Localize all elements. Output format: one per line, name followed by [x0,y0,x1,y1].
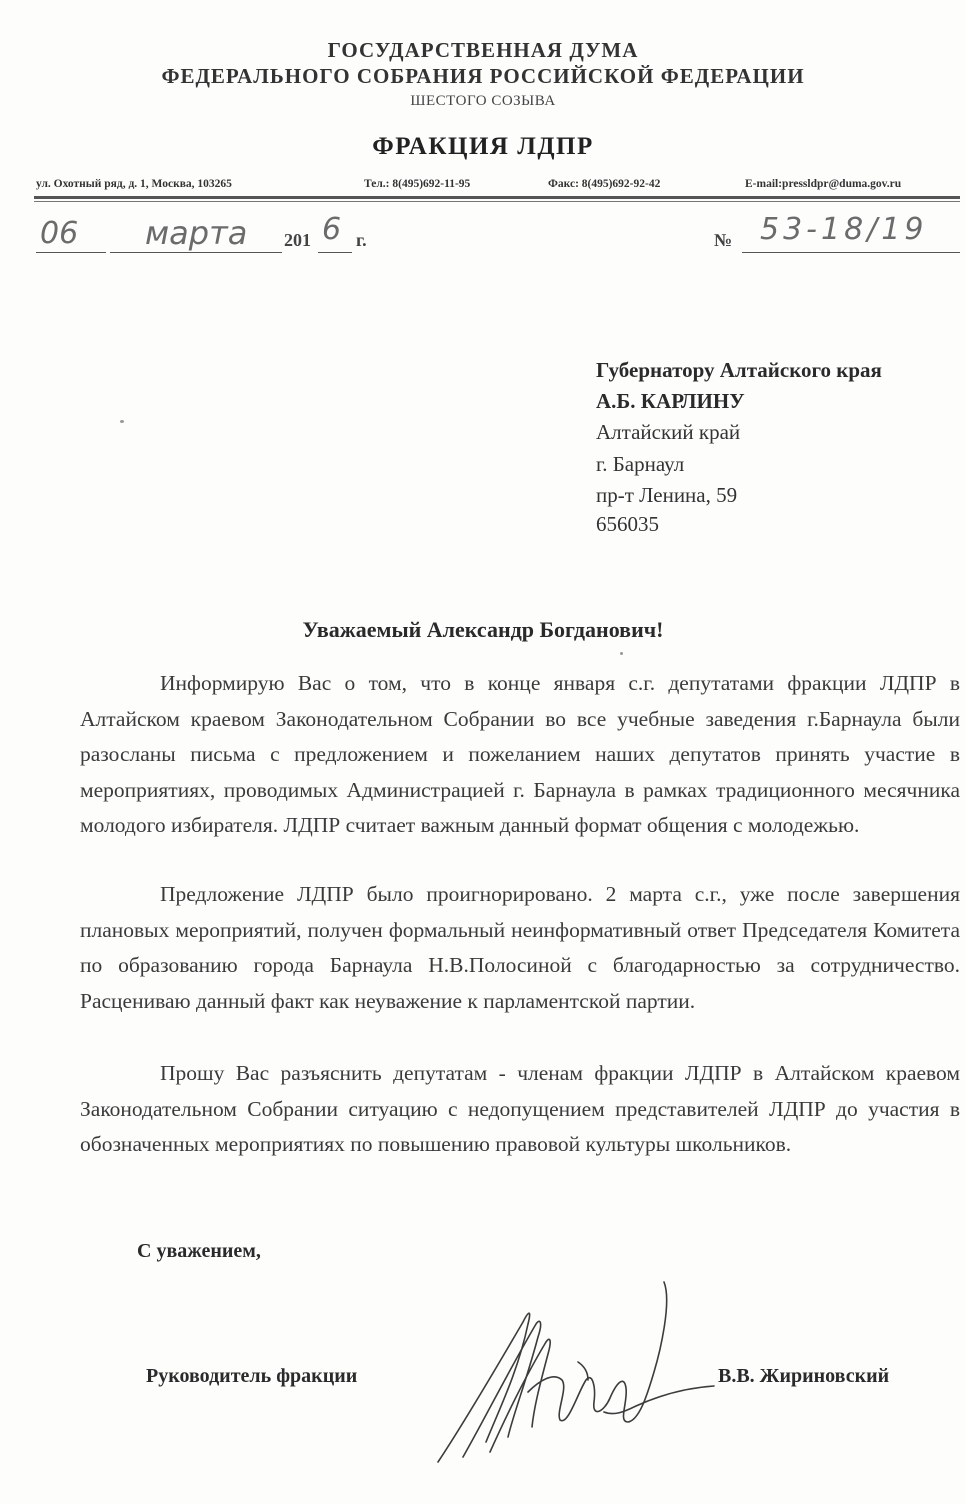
contact-phone: Тел.: 8(495)692-11-95 [364,178,471,190]
doc-number-underline [742,252,960,253]
signatory-role: Руководитель фракции [146,1365,358,1387]
letterhead-duma: ГОСУДАРСТВЕННАЯ ДУМА [327,38,639,62]
doc-number-label: № [714,230,733,250]
contact-fax: Факс: 8(495)692-92-42 [548,178,661,190]
letterhead-divider-thin [34,201,960,202]
date-year-prefix: 201 [284,230,311,250]
date-month: марта [145,214,248,252]
date-year-digit: 6 [322,212,342,247]
handwritten-signature [428,1262,718,1472]
date-day-underline [36,252,106,253]
addressee-region: Алтайский край [596,420,741,444]
paragraph-text: Предложение ЛДПР было проигнорировано. 2 марта с.г., уже после завершения плановых мероприятий, получен формальный неинформативный ответ Председателя Комитета по образованию города Барнаула Н.В.Полосиной с благодарностью за сотрудничество. Расцениваю данный факт как неуважение к парламентской партии. [80,882,960,1013]
letterhead-federal-assembly: ФЕДЕРАЛЬНОГО СОБРАНИЯ РОССИЙСКОЙ ФЕДЕРАЦИИ [161,64,805,88]
closing: С уважением, [137,1240,261,1262]
signatory-name: В.В. Жириновский [718,1365,890,1387]
date-day: 06 [40,216,79,251]
scan-speck [620,652,623,655]
date-year-underline [318,252,352,253]
addressee-name: А.Б. КАРЛИНУ [596,389,745,413]
doc-number: 53-18/19 [760,212,928,247]
contact-email: E-mail:pressldpr@duma.gov.ru [745,178,902,190]
body-paragraph [80,877,960,1019]
date-month-underline [110,252,282,253]
addressee-title: Губернатору Алтайского края [596,358,882,382]
addressee-postcode: 656035 [596,512,659,536]
body-paragraph [80,666,960,844]
paragraph-text: Прошу Вас разъяснить депутатам - членам фракции ЛДПР в Алтайском краевом Законодательном Собрании ситуацию с недопущением представителей ЛДПР до участия в обозначенных мероприятиях по повышению правовой культуры школьников. [80,1061,960,1157]
greeting: Уважаемый Александр Богданович! [302,617,664,642]
contact-address: ул. Охотный ряд, д. 1, Москва, 103265 [36,178,232,190]
body-paragraph [80,1056,960,1163]
scan-speck [120,420,124,423]
letterhead-divider [34,196,960,199]
date-year-suffix: г. [356,230,367,250]
letterhead-faction: ФРАКЦИЯ ЛДПР [372,133,594,160]
paragraph-text: Информирую Вас о том, что в конце января с.г. депутатами фракции ЛДПР в Алтайском краевом Законодательном Собрании во все учебные заведения г.Барнаула были разосланы письма с предложением и пожеланием наших депутатов принять участие в мероприятиях, проводимых Администрацией г. Барнаула в рамках традиционного месячника молодого избирателя. ЛДПР считает важным данный формат общения с молодежью. [80,671,960,838]
addressee-street: пр-т Ленина, 59 [596,483,738,507]
letterhead-convocation: ШЕСТОГО СОЗЫВА [410,93,556,109]
addressee-city: г. Барнаул [596,452,685,476]
